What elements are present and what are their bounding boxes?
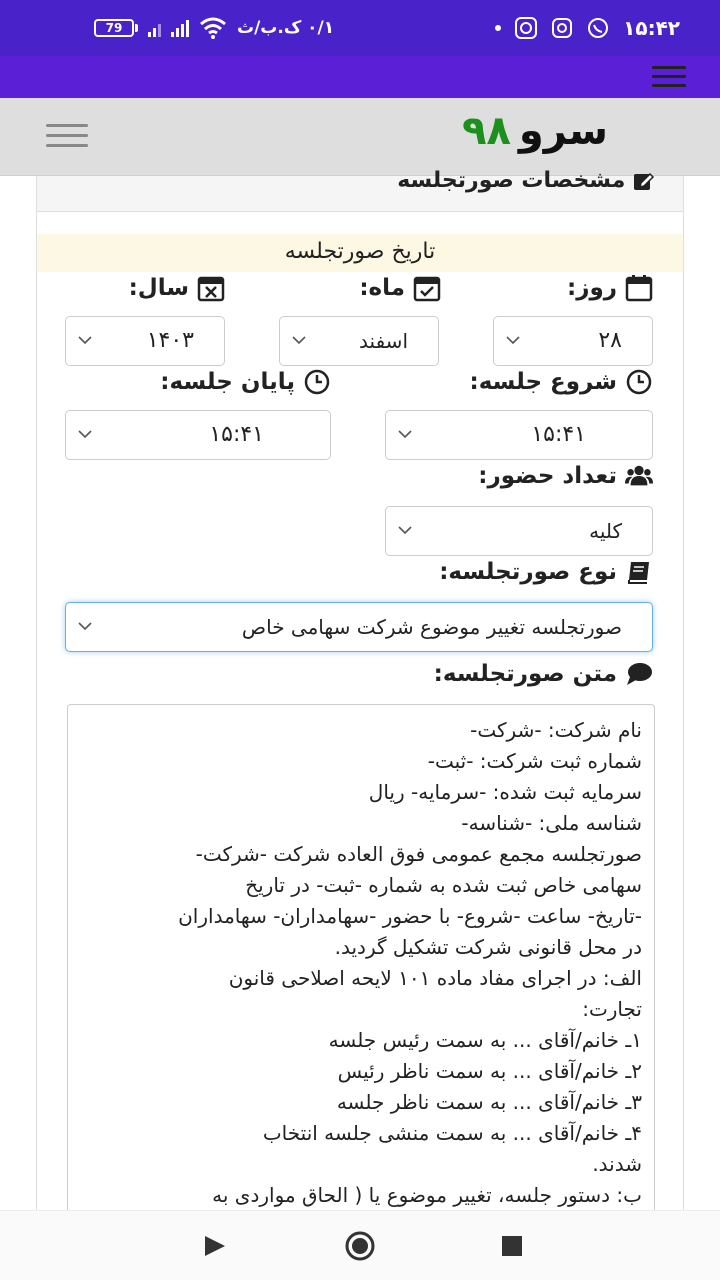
book-icon: [625, 558, 653, 586]
attendance-select[interactable]: [385, 506, 653, 556]
text-line: در محل قانونی شرکت تشکیل گردید.: [334, 935, 642, 959]
text-line: صورتجلسه مجمع عمومی فوق العاده شرکت -شرکت-: [195, 842, 642, 866]
status-bar: [0, 0, 720, 56]
signal-strength-icon: [148, 19, 161, 37]
text-label-text: متن صورتجلسه:: [433, 661, 617, 687]
attendance-select-value: کلیه: [589, 519, 622, 543]
type-label-text: نوع صورتجلسه:: [439, 559, 617, 585]
chevron-down-icon: [78, 621, 92, 631]
home-icon[interactable]: [345, 1231, 375, 1261]
start-time-label: [470, 368, 653, 396]
signal-strength-2-icon: [171, 19, 189, 37]
month-label: [359, 274, 441, 302]
text-line: تجارت:: [582, 997, 642, 1021]
chevron-down-icon: [506, 335, 520, 345]
logo-word: سرو: [518, 108, 608, 154]
year-select[interactable]: [65, 316, 225, 366]
battery-icon: [94, 19, 138, 37]
text-line: ۲ـ خانم/آقای ... به سمت ناظر رئیس: [337, 1059, 642, 1083]
text-line: شدند.: [592, 1152, 642, 1176]
end-time-label-text: پایان جلسه:: [160, 369, 295, 395]
year-select-value: ۱۴۰۳: [146, 328, 194, 353]
start-time-value: ۱۵:۴۱: [531, 422, 586, 447]
year-label-text: سال:: [128, 275, 189, 301]
text-line: شناسه ملی: -شناسه-: [461, 811, 642, 835]
back-icon[interactable]: [200, 1231, 230, 1261]
chevron-down-icon: [398, 429, 412, 439]
instagram-icon: [551, 17, 573, 39]
month-label-text: ماه:: [359, 275, 405, 301]
end-time-value: ۱۵:۴۱: [209, 422, 264, 447]
text-line: ب: دستور جلسه، تغییر موضوع یا ( الحاق مواردی به: [212, 1183, 642, 1207]
panel-heading: [37, 168, 683, 212]
date-section-title: تاریخ صورتجلسه: [37, 234, 683, 272]
site-header: [0, 98, 720, 176]
text-line: شماره ثبت شرکت: -ثبت-: [427, 749, 642, 773]
clock: ۱۵:۴۲: [623, 16, 680, 40]
type-select-value: صورتجلسه تغییر موضوع شرکت سهامی خاص: [241, 615, 622, 639]
text-line: ۴ـ خانم/آقای ... به سمت منشی جلسه انتخاب: [262, 1121, 642, 1145]
end-time-select[interactable]: [65, 410, 331, 460]
type-select[interactable]: [65, 602, 653, 652]
attendance-label-text: تعداد حضور:: [478, 463, 617, 489]
main-content: [0, 168, 720, 1210]
recent-apps-icon[interactable]: [497, 1231, 527, 1261]
month-select[interactable]: [279, 316, 439, 366]
attendance-label: [478, 462, 653, 490]
notification-dot-icon: [495, 25, 501, 31]
end-time-label: [160, 368, 331, 396]
comment-icon: [625, 660, 653, 688]
start-time-select[interactable]: [385, 410, 653, 460]
start-time-label-text: شروع جلسه:: [469, 369, 617, 395]
hamburger-menu-icon[interactable]: [652, 66, 686, 88]
site-logo[interactable]: [462, 108, 608, 154]
minutes-textarea[interactable]: [67, 704, 655, 1224]
day-select[interactable]: [493, 316, 653, 366]
text-line: ۳ـ خانم/آقای ... به سمت ناظر جلسه: [336, 1090, 642, 1114]
users-icon: [625, 462, 653, 490]
day-label-text: روز:: [567, 275, 617, 301]
month-select-value: اسفند: [359, 329, 408, 353]
chevron-down-icon: [398, 525, 412, 535]
chevron-down-icon: [292, 335, 306, 345]
edit-icon: [633, 171, 655, 191]
battery-level: 79: [94, 19, 134, 37]
chevron-down-icon: [78, 429, 92, 439]
wifi-icon: [199, 17, 227, 39]
clock-icon: [303, 368, 331, 396]
logo-number: ۹۸: [462, 108, 511, 154]
text-line: ۱ـ خانم/آقای ... به سمت رئیس جلسه: [328, 1028, 642, 1052]
type-label: [439, 558, 653, 586]
navbar-toggle-icon[interactable]: [46, 124, 88, 150]
day-label: [567, 274, 653, 302]
text-label: [434, 660, 653, 688]
day-select-value: ۲۸: [598, 328, 622, 353]
network-speed: ۰/۱ ک.ب/ث: [237, 18, 335, 38]
app-bar: [0, 56, 720, 98]
chevron-down-icon: [78, 335, 92, 345]
system-navigation-bar: [0, 1210, 720, 1280]
whatsapp-icon: [587, 17, 609, 39]
text-line: سهامی خاص ثبت شده به شماره -ثبت- در تاریخ: [245, 873, 642, 897]
edge-browser-icon: [515, 17, 537, 39]
calendar-times-icon: [197, 274, 225, 302]
year-label: [129, 274, 225, 302]
text-line: الف: در اجرای مفاد ماده ۱۰۱ لایحه اصلاحی قانون: [228, 966, 642, 990]
form-panel: [36, 168, 684, 1216]
calendar-check-icon: [413, 274, 441, 302]
clock-icon: [625, 368, 653, 396]
panel-title: مشخصات صورتجلسه: [397, 168, 626, 193]
calendar-icon: [625, 274, 653, 302]
text-line: -تاریخ- ساعت -شروع- با حضور -سهامداران- سهامداران: [178, 904, 642, 928]
text-line: سرمایه ثبت شده: -سرمایه- ریال: [368, 780, 642, 804]
text-line: نام شرکت: -شرکت-: [470, 718, 642, 742]
